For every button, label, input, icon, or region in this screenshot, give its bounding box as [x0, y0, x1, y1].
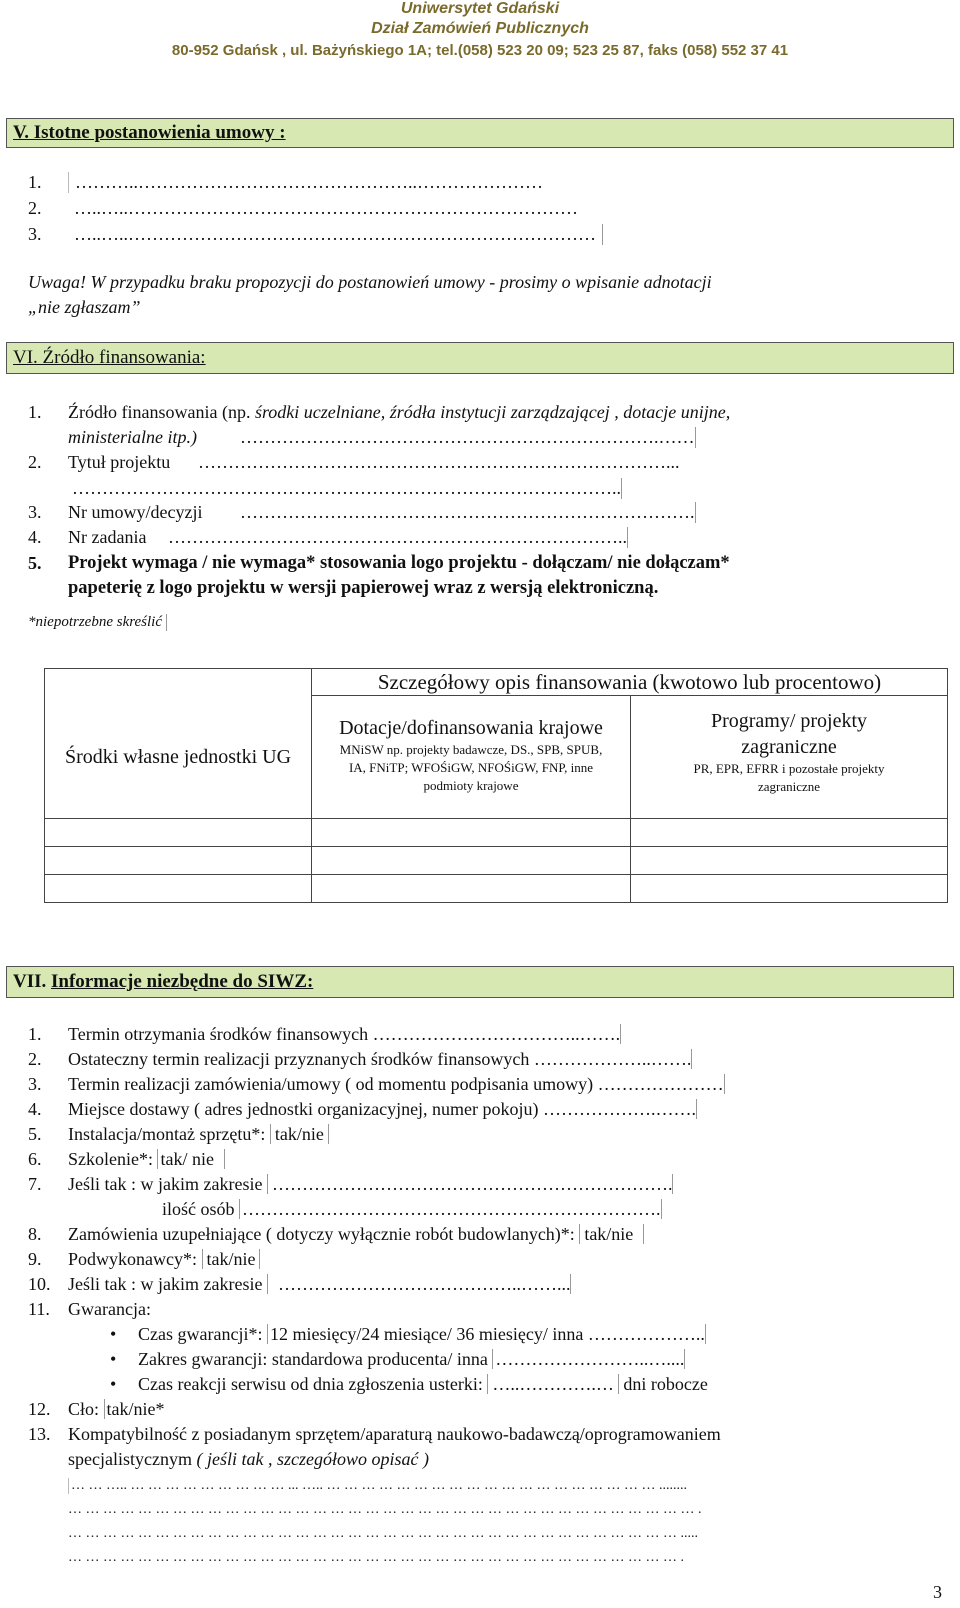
- vii-item-13-num: 13.: [28, 1424, 51, 1444]
- participants-field[interactable]: …………………………………………………………….: [239, 1199, 662, 1219]
- training-scope-label: Jeśli tak : w jakim zakresie: [68, 1174, 263, 1194]
- vii-item-10: [68, 1274, 571, 1295]
- v-item-2-num: 2.: [28, 198, 42, 218]
- vii-item-6-num: 6.: [28, 1149, 42, 1169]
- training-label: Szkolenie*:: [68, 1149, 153, 1169]
- section-vi-title: VI. Źródło finansowania:: [13, 347, 206, 368]
- footnote-strike: *niepotrzebne skreślić: [28, 614, 167, 631]
- vii-item-2-num: 2.: [28, 1049, 42, 1069]
- department-name: Dział Zamówień Publicznych: [371, 20, 589, 37]
- national-grants-cell-2[interactable]: [312, 847, 631, 875]
- subcontract-scope-label: Jeśli tak : w jakim zakresie: [68, 1274, 263, 1294]
- project-title-field[interactable]: ……………………………………………………………………...: [198, 452, 680, 472]
- bullet-icon: •: [110, 1374, 117, 1394]
- section-v-title: V. Istotne postanowienia umowy :: [13, 122, 286, 143]
- financing-table: [44, 668, 948, 903]
- foreign-programs-examples: PR, EPR, EFRR i pozostałe projekty zagraniczne: [693, 761, 885, 794]
- additional-orders-choice[interactable]: tak/nie: [579, 1224, 644, 1244]
- project-title-field-cont[interactable]: ………………………………………………………………………………..: [72, 478, 621, 498]
- vii-item-7: [68, 1174, 673, 1195]
- vi-item-1-label: Źródło finansowania (np. środki uczelniane, źródła instytucji zarządzającej , dotacje unijne,: [68, 402, 731, 422]
- own-funds-cell-1[interactable]: [45, 819, 312, 847]
- vii-item-9-num: 9.: [28, 1249, 42, 1269]
- v-item-3-num: 3.: [28, 224, 42, 244]
- vii-item-6: [68, 1149, 225, 1170]
- vii-item-2: [68, 1049, 692, 1070]
- logo-requirement-line2: papeterię z logo projektu w wersji papierowej wraz z wersją elektroniczną.: [68, 578, 659, 598]
- foreign-programs-cell-3[interactable]: [631, 875, 948, 903]
- v-item-2-field[interactable]: …..…..…………………………………………………………………: [74, 198, 578, 218]
- v-note-line1: Uwaga! W przypadku braku propozycji do postanowień umowy - prosimy o wpisanie adnotacji: [28, 272, 712, 292]
- compatibility-label: Kompatybilność z posiadanym sprzętem/aparaturą naukowo-badawczą/oprogramowaniem: [68, 1424, 721, 1444]
- vii-item-5-num: 5.: [28, 1124, 42, 1144]
- v-item-3-field[interactable]: …..…..……………………………………………………………………: [68, 224, 603, 245]
- warranty-scope-label: Zakres gwarancji: standardowa producenta/ inna: [138, 1349, 488, 1369]
- compatibility-field-line-2[interactable]: … … … … … … … … … … … … … … … … … … … … … … … … … … … … … … … … … … … … .: [68, 1502, 702, 1517]
- section-vii-heading: [6, 966, 954, 998]
- vi-item-3-num: 3.: [28, 502, 42, 522]
- compatibility-field-line-1[interactable]: … … ….. … … … … … … … … … ... ….. … … … … … … … … … … … … … … … … … … … ........: [68, 1478, 687, 1494]
- vii-item-4-num: 4.: [28, 1099, 42, 1119]
- page-number: 3: [933, 1582, 942, 1602]
- vii-item-1: [68, 1024, 621, 1045]
- vii-item-10-num: 10.: [28, 1274, 51, 1294]
- vii-item-9: [68, 1249, 260, 1270]
- vii-item-12-num: 12.: [28, 1399, 51, 1419]
- vi-item-2-num: 2.: [28, 452, 42, 472]
- customs-label: Cło:: [68, 1399, 100, 1419]
- vii-item-3: [68, 1074, 725, 1095]
- service-response-unit: dni robocze: [623, 1374, 708, 1394]
- warranty-scope: [138, 1349, 685, 1370]
- v-item-1-num: 1.: [28, 172, 42, 192]
- own-funds-cell-2[interactable]: [45, 847, 312, 875]
- warranty-label: Gwarancja:: [68, 1299, 151, 1319]
- contract-term-field[interactable]: …………………: [597, 1074, 724, 1094]
- funds-receipt-label: Termin otrzymania środków finansowych: [68, 1024, 369, 1044]
- compatibility-field-line-3[interactable]: … … … … … … … … … … … … … … … … … … … … … … … … … … … … … … … … … … … .....: [68, 1526, 698, 1541]
- training-choice[interactable]: tak/ nie: [157, 1149, 224, 1169]
- national-grants-header: [312, 696, 631, 819]
- funding-source-field[interactable]: …………………………………………………………….……: [240, 427, 695, 447]
- additional-orders-label: Zamówienia uzupełniające ( dotyczy wyłącznie robót budowlanych)*:: [68, 1224, 575, 1244]
- service-response: [138, 1374, 708, 1395]
- section-vi-heading: [6, 342, 954, 374]
- v-note-line2: „nie zgłaszam”: [28, 297, 141, 317]
- logo-requirement-line1: Projekt wymaga / nie wymaga* stosowania logo projektu - dołączam/ nie dołączam*: [68, 553, 730, 573]
- warranty-scope-field[interactable]: ……………………..…....: [492, 1349, 685, 1369]
- vii-item-4: [68, 1099, 697, 1120]
- foreign-programs-label: Programy/ projekty zagraniczne: [710, 710, 868, 758]
- final-deadline-field[interactable]: ………………..…….: [533, 1049, 692, 1069]
- vii-item-3-num: 3.: [28, 1074, 42, 1094]
- own-funds-label: Środki własne jednostki UG: [64, 745, 292, 768]
- service-response-field[interactable]: …..………….…: [487, 1374, 619, 1394]
- vii-item-11-num: 11.: [28, 1299, 50, 1319]
- own-funds-header: [45, 669, 312, 819]
- warranty-period-field[interactable]: ………………..: [587, 1324, 705, 1344]
- vi-item-5-num: 5.: [28, 553, 42, 573]
- task-number-field[interactable]: …………………………………………………………………..: [168, 527, 627, 547]
- customs-choice[interactable]: tak/nie*: [104, 1399, 165, 1419]
- subcontractors-label: Podwykonawcy*:: [68, 1249, 197, 1269]
- own-funds-cell-3[interactable]: [45, 875, 312, 903]
- funds-receipt-field[interactable]: ……………………………..…….: [372, 1024, 621, 1044]
- subcontract-scope-field[interactable]: …………………………………..……...: [267, 1274, 572, 1294]
- v-item-1-field[interactable]: ………..………………………………………..…………………: [68, 172, 543, 193]
- vii-item-7-num: 7.: [28, 1174, 42, 1194]
- vi-item-1-label-cont: ministerialne itp.): [68, 427, 197, 447]
- final-deadline-label: Ostateczny termin realizacji przyznanych środków finansowych: [68, 1049, 530, 1069]
- service-response-label: Czas reakcji serwisu od dnia zgłoszenia usterki:: [138, 1374, 483, 1394]
- subcontractors-choice[interactable]: tak/nie: [202, 1249, 261, 1269]
- training-scope-field[interactable]: ………………………………………………………….: [267, 1174, 674, 1194]
- vii-item-8-num: 8.: [28, 1224, 42, 1244]
- installation-label: Instalacja/montaż sprzętu*:: [68, 1124, 266, 1144]
- section-vii-title: Informacje niezbędne do SIWZ:: [51, 971, 314, 992]
- vi-item-1-num: 1.: [28, 402, 42, 422]
- foreign-programs-cell-1[interactable]: [631, 819, 948, 847]
- warranty-period-options[interactable]: 12 miesięcy/24 miesiące/ 36 miesięcy/ inna: [267, 1324, 583, 1344]
- bullet-icon: •: [110, 1349, 117, 1369]
- section-v-heading: [6, 118, 954, 148]
- vii-item-8: [68, 1224, 644, 1245]
- contract-number-label: Nr umowy/decyzji: [68, 502, 203, 522]
- installation-choice[interactable]: tak/nie: [270, 1124, 329, 1144]
- warranty-period-label: Czas gwarancji*:: [138, 1324, 263, 1344]
- section-vii-number: VII.: [13, 971, 47, 992]
- address-line: 80-952 Gdańsk , ul. Bażyńskiego 1A; tel.(058) 523 20 09; 523 25 87, faks (058) 552 37 41: [171, 42, 789, 59]
- participants-label: ilość osób: [162, 1199, 235, 1219]
- vii-item-5: [68, 1124, 329, 1145]
- national-grants-label: Dotacje/dofinansowania krajowe: [339, 717, 603, 739]
- delivery-place-field[interactable]: ……………….…….: [543, 1099, 697, 1119]
- compatibility-field-line-4[interactable]: … … … … … … … … … … … … … … … … … … … … … … … … … … … … … … … … … … … .: [68, 1550, 684, 1565]
- contract-number-field[interactable]: ………………………………………………………………….: [240, 502, 695, 522]
- national-grants-cell-1[interactable]: [312, 819, 631, 847]
- compatibility-label-cont: specjalistycznym ( jeśli tak , szczegółowo opisać ): [68, 1449, 429, 1469]
- vi-item-4-num: 4.: [28, 527, 42, 547]
- vii-item-1-num: 1.: [28, 1024, 42, 1044]
- national-grants-cell-3[interactable]: [312, 875, 631, 903]
- task-number-label: Nr zadania: [68, 527, 147, 547]
- warranty-period: [138, 1324, 706, 1345]
- bullet-icon: •: [110, 1324, 117, 1344]
- foreign-programs-cell-2[interactable]: [631, 847, 948, 875]
- project-title-label: Tytuł projektu: [68, 452, 171, 472]
- delivery-place-label: Miejsce dostawy ( adres jednostki organizacyjnej, numer pokoju): [68, 1099, 539, 1119]
- vii-item-7b: [162, 1199, 662, 1220]
- university-name: Uniwersytet Gdański: [400, 0, 560, 17]
- vii-item-12: [68, 1399, 165, 1420]
- contract-term-label: Termin realizacji zamówienia/umowy ( od momentu podpisania umowy): [68, 1074, 594, 1094]
- financing-table-title: Szczegółowy opis finansowania (kwotowo lub procentowo): [312, 669, 948, 696]
- foreign-programs-header: [631, 696, 948, 819]
- national-grants-examples: MNiSW np. projekty badawcze, DS., SPB, SPUB, IA, FNiTP; WFOŚiGW, NFOŚiGW, FNP, inne podmioty krajowe: [339, 742, 603, 793]
